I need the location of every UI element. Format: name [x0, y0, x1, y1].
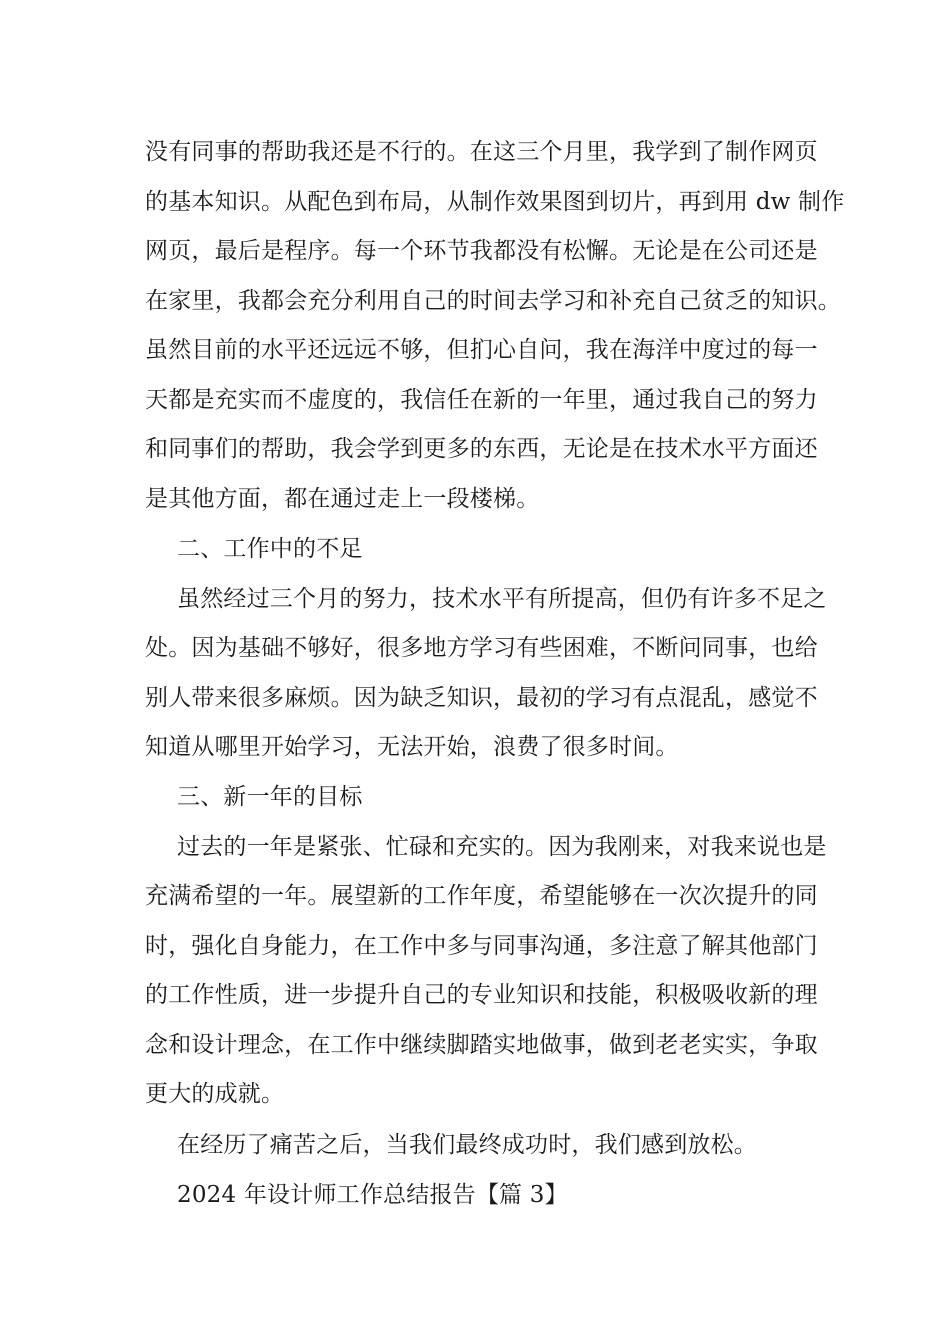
- report-title-part-3: 2024 年设计师工作总结报告【篇 3】: [177, 1182, 568, 1208]
- paragraph-line: 知道从哪里开始学习，无法开始，浪费了很多时间。: [145, 734, 679, 760]
- paragraph-line: 念和设计理念，在工作中继续脚踏实地做事，做到老老实实，争取: [145, 1032, 818, 1058]
- paragraph-line: 网页，最后是程序。每一个环节我都没有松懈。无论是在公司还是: [145, 238, 818, 264]
- paragraph-line: 更大的成就。: [145, 1081, 285, 1107]
- paragraph-line: 是其他方面，都在通过走上一段楼梯。: [145, 486, 540, 512]
- paragraph-line: 没有同事的帮助我还是不行的。在这三个月里，我学到了制作网页: [145, 139, 818, 165]
- paragraph-line: 在家里，我都会充分利用自己的时间去学习和补充自己贫乏的知识。: [145, 288, 841, 314]
- paragraph-line: 过去的一年是紧张、忙碌和充实的。因为我刚来，对我来说也是: [177, 834, 827, 860]
- paragraph-line: 处。因为基础不够好，很多地方学习有些困难，不断问同事，也给: [145, 635, 818, 661]
- paragraph-line: 时，强化自身能力，在工作中多与同事沟通，多注意了解其他部门: [145, 933, 818, 959]
- paragraph-line: 别人带来很多麻烦。因为缺乏知识，最初的学习有点混乱，感觉不: [145, 685, 818, 711]
- paragraph-line: 天都是充实而不虚度的，我信任在新的一年里，通过我自己的努力: [145, 387, 818, 413]
- paragraph-line: 在经历了痛苦之后，当我们最终成功时，我们感到放松。: [177, 1132, 757, 1158]
- section-heading-goals: 三、新一年的目标: [177, 784, 363, 810]
- section-heading-shortcomings: 二、工作中的不足: [177, 536, 363, 562]
- paragraph-line: 的基本知识。从配色到布局，从制作效果图到切片，再到用 dw 制作: [145, 189, 845, 215]
- paragraph-line: 充满希望的一年。展望新的工作年度，希望能够在一次次提升的同: [145, 883, 818, 909]
- paragraph-line: 虽然目前的水平还远远不够，但扪心自问，我在海洋中度过的每一: [145, 337, 818, 363]
- paragraph-line: 虽然经过三个月的努力，技术水平有所提高，但仍有许多不足之: [177, 586, 827, 612]
- paragraph-line: 的工作性质，进一步提升自己的专业知识和技能，积极吸收新的理: [145, 982, 818, 1008]
- paragraph-line: 和同事们的帮助，我会学到更多的东西，无论是在技术水平方面还: [145, 436, 818, 462]
